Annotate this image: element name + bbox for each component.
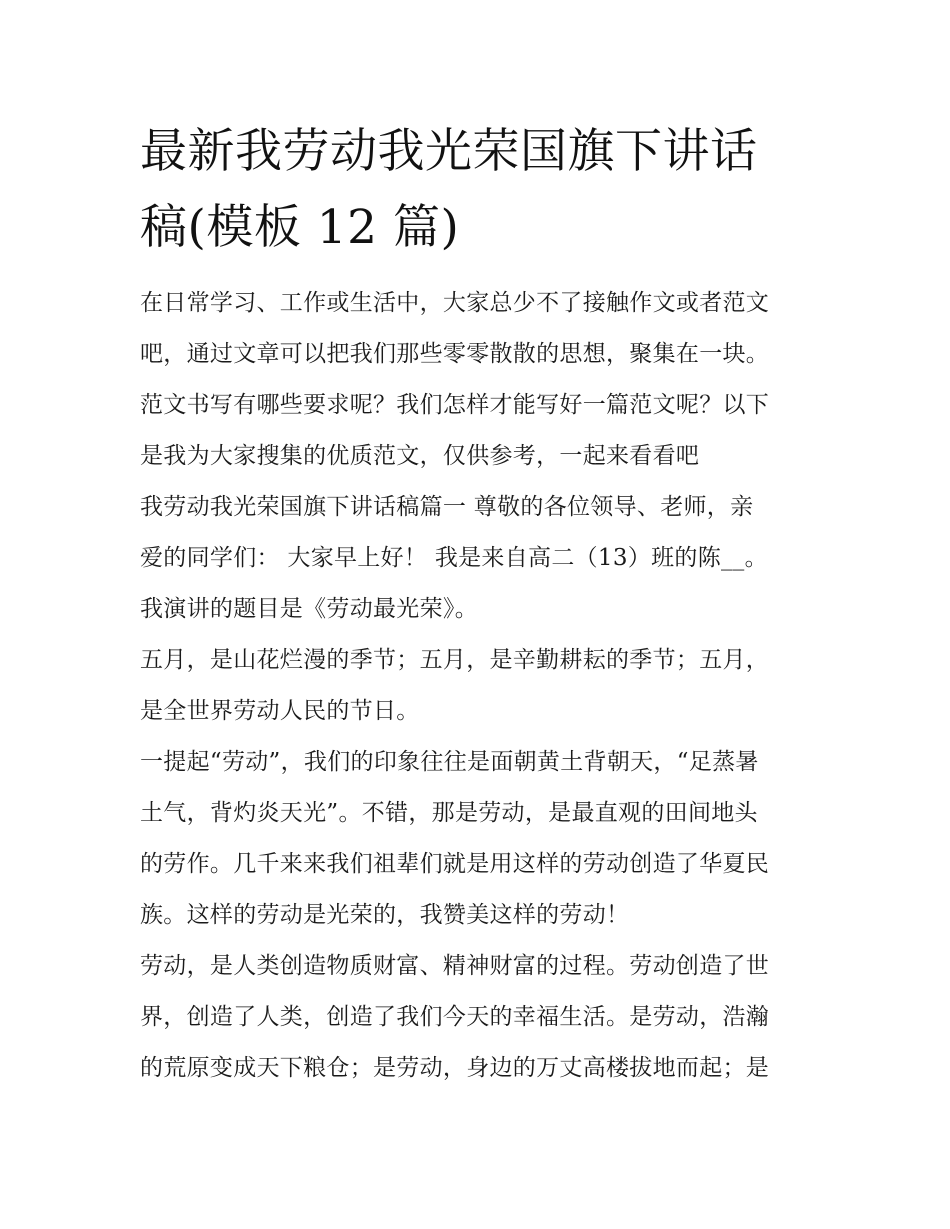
text-line: 界，创造了人类，创造了我们今天的幸福生活。是劳动，浩瀚	[140, 1004, 770, 1030]
text-line: 吧，通过文章可以把我们那些零零散散的思想，聚集在一块。	[140, 341, 770, 367]
text-line: 的劳作。几千来来我们祖辈们就是用这样的劳动创造了华夏民	[140, 851, 770, 877]
labor-creation-paragraph	[140, 941, 816, 1094]
text-line: 是我为大家搜集的优质范文，仅供参考，一起来看看吧	[140, 443, 700, 469]
text-line: 爱的同学们： 大家早上好！ 我是来自高二（13）班的陈__。	[140, 545, 768, 571]
text-line: 劳动，是人类创造物质财富、精神财富的过程。劳动创造了世	[140, 953, 770, 979]
text-line: 五月，是山花烂漫的季节；五月，是辛勤耕耘的季节；五月，	[140, 647, 770, 673]
text-line: 范文书写有哪些要求呢？我们怎样才能写好一篇范文呢？以下	[140, 392, 770, 418]
text-line: 一提起“劳动”，我们的印象往往是面朝黄土背朝天，“足蒸暑	[140, 749, 759, 775]
document-title	[140, 114, 820, 266]
text-line: 在日常学习、工作或生活中，大家总少不了接触作文或者范文	[140, 290, 770, 316]
document-body	[140, 278, 816, 1094]
text-line: 族。这样的劳动是光荣的，我赞美这样的劳动！	[140, 902, 630, 928]
may-paragraph	[140, 635, 816, 737]
labor-impression-paragraph	[140, 737, 816, 941]
intro-paragraph	[140, 278, 816, 482]
speech-opening-paragraph	[140, 482, 816, 635]
text-line: 是全世界劳动人民的节日。	[140, 698, 420, 724]
text-line: 我劳动我光荣国旗下讲话稿篇一 尊敬的各位领导、老师，亲	[140, 494, 754, 520]
title-line: 稿(模板 12 篇)	[140, 200, 460, 255]
text-line: 土气，背灼炎天光”。不错，那是劳动，是最直观的田间地头	[140, 800, 758, 826]
title-line: 最新我劳动我光荣国旗下讲话	[140, 124, 758, 179]
text-line: 的荒原变成天下粮仓；是劳动，身边的万丈高楼拔地而起；是	[140, 1055, 770, 1081]
text-line: 我演讲的题目是《劳动最光荣》。	[140, 596, 478, 622]
